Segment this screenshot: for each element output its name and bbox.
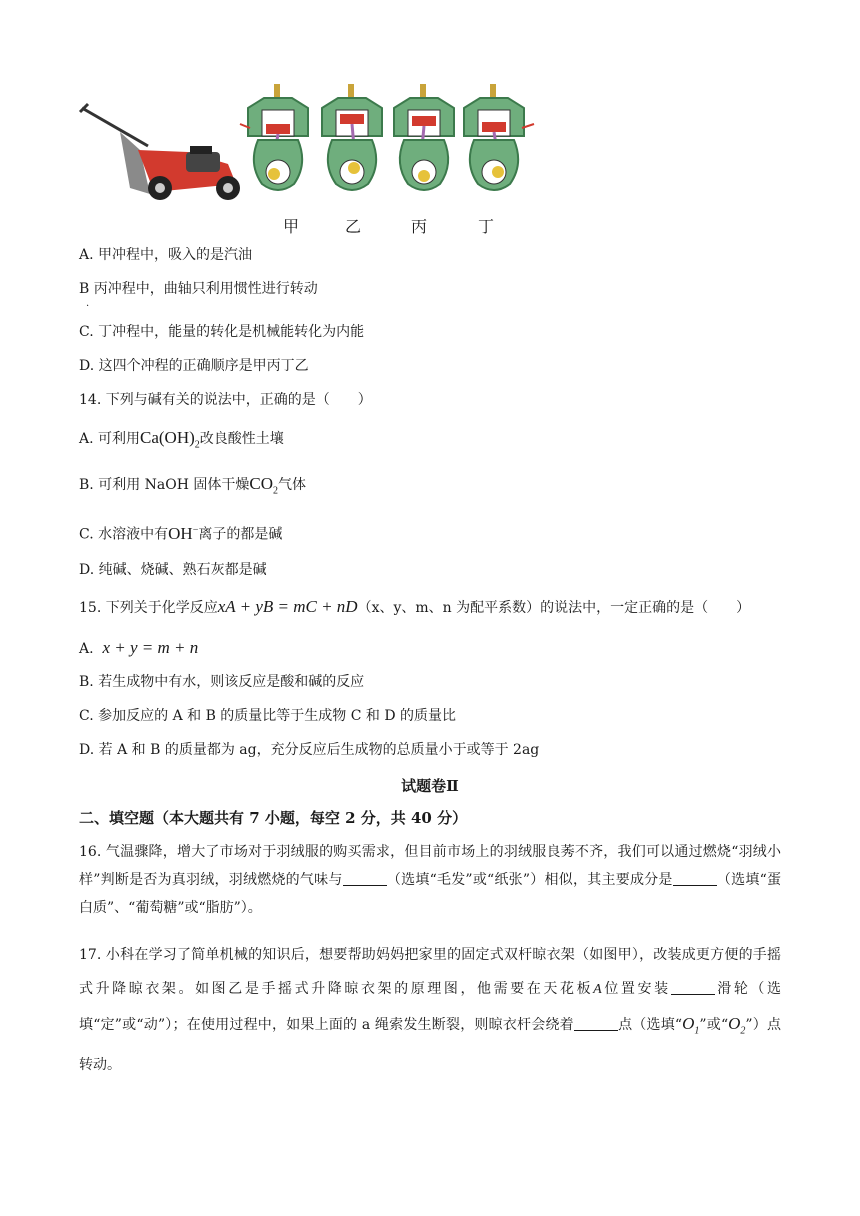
q17-blank-2[interactable] <box>574 1016 618 1031</box>
q15-stem <box>79 597 750 618</box>
q13-option-b <box>79 279 318 299</box>
engine-stroke-4 <box>464 84 534 190</box>
engine-label-jia: 甲 <box>283 217 300 236</box>
q15-equation: xA + yB = mC + nD <box>217 597 358 616</box>
q17-text-5: ”或“ <box>699 1017 729 1033</box>
q14-option-d: D. 纯碱、烧碱、熟石灰都是碱 <box>79 562 267 578</box>
stray-dot: . <box>86 298 90 309</box>
q13-option-b-letter: B <box>79 281 90 297</box>
q15-stem-prefix: 15. 下列关于化学反应 <box>79 600 218 616</box>
q14-c-prefix: C. 水溶液中有 <box>79 526 169 543</box>
engine-label-yi: 乙 <box>345 217 362 236</box>
q15-a-math: x + y = m + n <box>102 638 199 657</box>
q14-c-formula: OH− <box>168 523 199 543</box>
lawnmower-and-engine-strokes-illustration <box>78 80 538 240</box>
q14-option-b <box>79 474 306 501</box>
q17-blank-1[interactable] <box>671 980 715 995</box>
q17-o2: $O_2$ <box>728 1014 746 1037</box>
q17-text-6: ”）点转动。 <box>79 1017 781 1074</box>
q15-a-letter: A. <box>79 641 94 657</box>
q14-b-formula: $CO_2$ <box>249 474 278 497</box>
q14-a-prefix: A. 可利用 <box>79 431 141 447</box>
engine-stroke-3 <box>394 84 454 190</box>
q17-text-2: 位置安装 <box>601 981 671 997</box>
q14-a-formula: $Ca(OH)_2$ <box>140 428 200 451</box>
q15-option-c: C. 参加反应的 A 和 B 的质量比等于生成物 C 和 D 的质量比 <box>79 708 457 724</box>
q15-option-a <box>79 638 198 659</box>
engine-stroke-2 <box>322 84 382 190</box>
q14-c-suffix: 离子的都是碱 <box>198 526 283 543</box>
q17-text-4: 点（选填“ <box>617 1017 683 1033</box>
q14-option-c <box>79 520 282 545</box>
q14-b-suffix: 气体 <box>278 477 306 493</box>
q16-text-1: 16. 气温骤降，增大了市场对于羽绒服的购买需求，但目前市场上的羽绒服良莠不齐，我们可以通过燃烧“羽绒小样”判断是否为真羽绒，羽绒燃烧的气味与 <box>79 844 781 888</box>
engine-label-bing: 丙 <box>411 217 428 236</box>
q16-blank-2[interactable] <box>673 871 717 886</box>
q17-text-1: 17. 小科在学习了简单机械的知识后，想要帮助妈妈把家里的固定式双杆晾衣架（如图甲），改装成更方便的手摇式升降晾衣架。如图乙是手摇式升降晾衣架的原理图，他需要在天花板 <box>79 947 781 997</box>
q17-paragraph <box>79 938 781 1082</box>
q15-stem-suffix: （x、y、m、n 为配平系数）的说法中，一定正确的是（ ） <box>357 600 751 616</box>
q16-text-2: （选填“毛发”或“纸张”）相似，其主要成分是 <box>386 872 673 888</box>
section2-heading: 二、填空题（本大题共有 7 小题，每空 2 分，共 40 分） <box>79 809 468 827</box>
q13-option-d: D. 这四个冲程的正确顺序是甲丙丁乙 <box>79 358 309 374</box>
q16-paragraph <box>79 838 781 922</box>
q14-a-suffix: 改良酸性土壤 <box>199 431 284 447</box>
engine-label-ding: 丁 <box>478 217 495 236</box>
q13-option-c: C. 丁冲程中，能量的转化是机械能转化为内能 <box>79 324 365 340</box>
q16-blank-1[interactable] <box>343 871 387 886</box>
q15-option-d: D. 若 A 和 B 的质量都为 ag，充分反应后生成物的总质量小于或等于 2ag <box>79 742 540 758</box>
part2-title: 试题卷Ⅱ <box>401 777 459 795</box>
engine-stroke-1 <box>240 84 308 190</box>
q15-option-b: B. 若生成物中有水，则该反应是酸和碱的反应 <box>79 674 365 690</box>
q16-text-3: （选填“蛋白质”、“葡萄糖”或“脂肪”）。 <box>79 872 781 916</box>
engine-figure <box>78 80 538 240</box>
q17-var-a: A <box>593 982 602 997</box>
q17-o1: $O_1$ <box>682 1014 700 1037</box>
q13-option-a: A. 甲冲程中，吸入的是汽油 <box>79 247 253 263</box>
q13-option-b-text: 丙冲程中，曲轴只利用惯性进行转动 <box>93 281 318 297</box>
q14-option-a <box>79 428 284 455</box>
lawn-mower-icon <box>80 104 240 200</box>
q14-b-prefix: B. 可利用 NaOH 固体干燥 <box>79 477 250 493</box>
q14-stem: 14. 下列与碱有关的说法中，正确的是（ ） <box>79 392 372 408</box>
q17-text-3: 滑轮（选填“定”或“动”）；在使用过程中，如果上面的 a 绳索发生断裂，则晾衣杆会绕着 <box>79 981 782 1033</box>
